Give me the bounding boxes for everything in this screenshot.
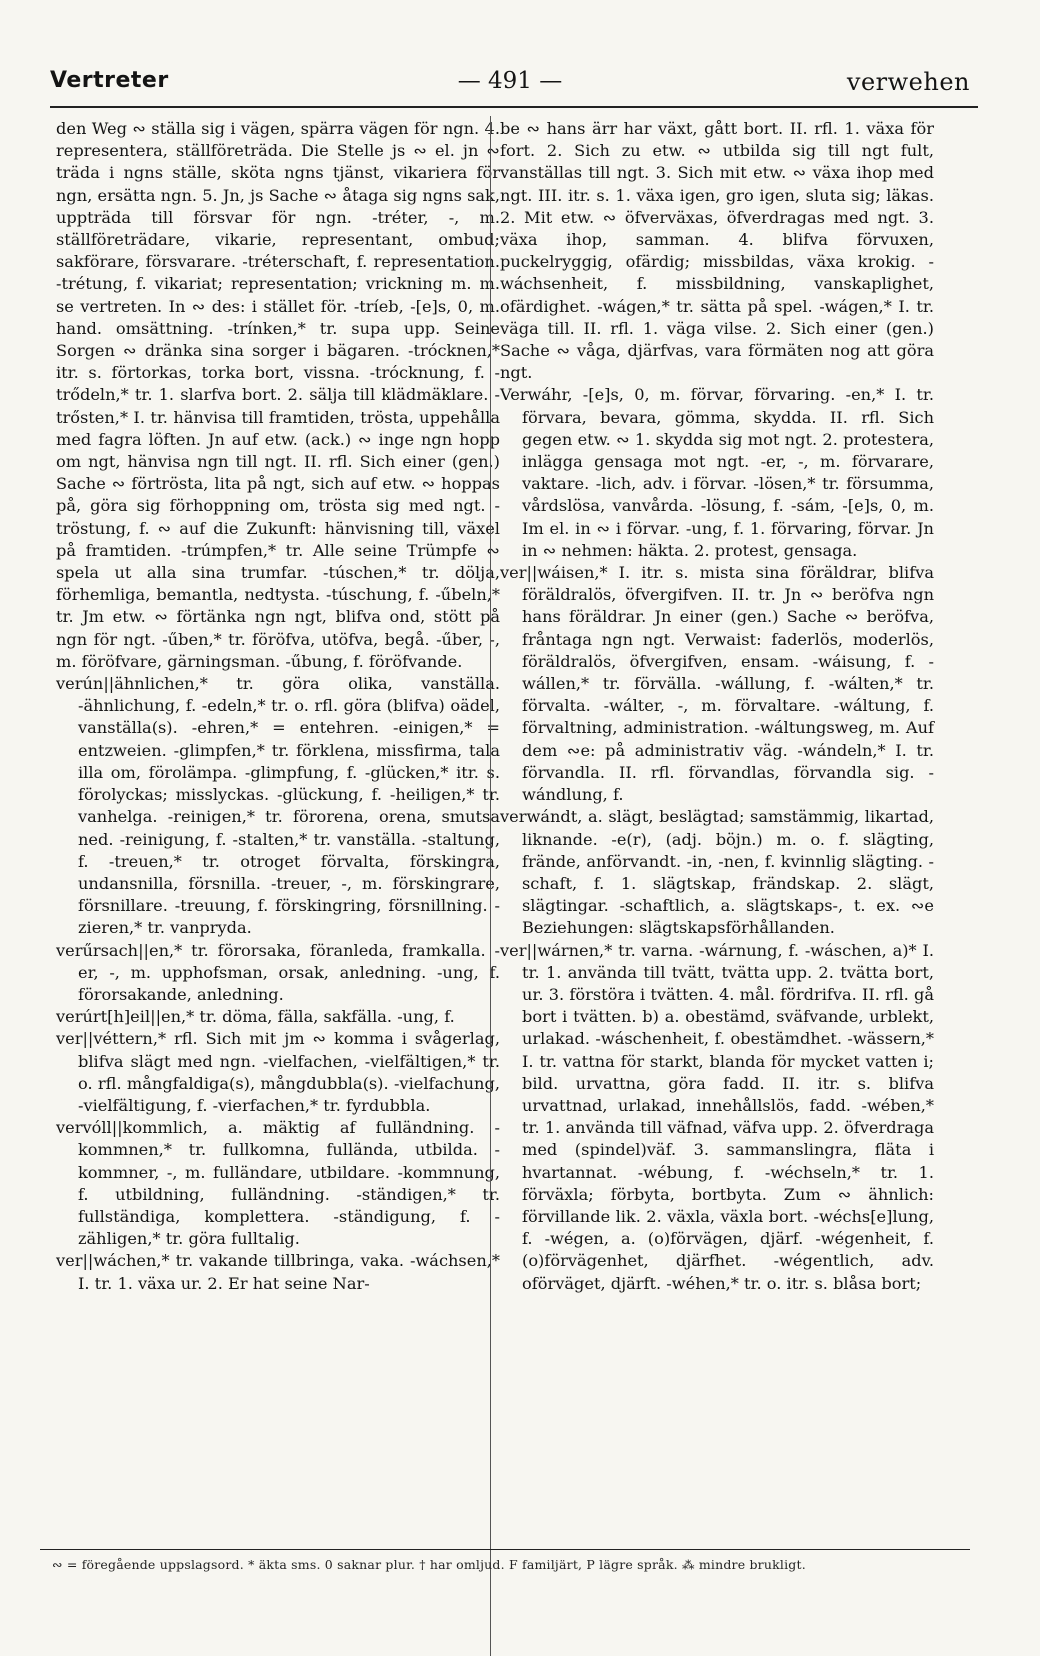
page-header xyxy=(50,68,970,108)
dictionary-entry: be ∾ hans ärr har växt, gått bort. II. rfl. 1. växa för fort. 2. Sich zu etw. ∾ utbilda sig till ngt fult, vanställas till ngt. 3. Sich mit etw. ∾ växa ihop med ngt. III. itr. s. 1. växa igen, gro igen, sluta sig; läkas. 2. Mit etw. ∾ öfverväxas, öfverdragas med ngt. 3. växa ihop, samman. 4. blifva förvuxen, puckelryggig, ofärdig; missbildas, växa krokig. -wáchsenheit, f. missbildning, vanskaplighet, ofärdighet. -wágen,* tr. sätta på spel. -wágen,* I. tr. väga till. II. rfl. 1. väga vilse. 2. Sich einer (gen.) Sache ∾ våga, djärfvas, vara förmäten nog att göra ngt. xyxy=(500,119,934,383)
dictionary-entry: verűrsach||en,* tr. förorsaka, föranleda, framkalla. -er, -, m. upphofsman, orsak, anledning. -ung, f. förorsakande, anledning. xyxy=(56,940,500,1004)
dictionary-entry: Verwáhr, -[e]s, 0, m. förvar, förvaring. -en,* I. tr. förvara, bevara, gömma, skydda. II. rfl. Sich gegen etw. ∾ 1. skydda sig mot ngt. 2. protestera, inlägga gensaga mot ngt. -er, -, m. förvarare, vaktare. -lich, adv. i förvar. -lösen,* tr. försumma, vårdslösa, vanvårda. -lösung, f. -sám, -[e]s, 0, m. Im el. in ∾ i förvar. -ung, f. 1. förvaring, förvar. Jn in ∾ nehmen: häkta. 2. protest, gensaga. xyxy=(500,385,934,560)
dictionary-entry: vervóll||kommlich, a. mäktig af fulländning. -kommnen,* tr. fullkomna, fullända, utbilda. -kommner, -, m. fulländare, utbildare. -kommnung, f. utbildning, fulländning. -ständigen,* tr. fullständiga, komplettera. -ständigung, f. -zähligen,* tr. göra fulltalig. xyxy=(56,1118,500,1249)
dictionary-entry: verún||ähnlichen,* tr. göra olika, vanställa. -ähnlichung, f. -edeln,* tr. o. rfl. göra (blifva) oädel, vanställa(s). -ehren,* = entehren. -einigen,* = entzweien. -glimpfen,* tr. förklena, missfirma, tala illa om, förolämpa. -glimpfung, f. -glücken,* itr. s. förolyckas; misslyckas. -glückung, f. -heiligen,* tr. vanhelga. -reinigen,* tr. förorena, orena, smutsa ned. -reinigung, f. -stalten,* tr. vanställa. -staltung, f. -treuen,* tr. otroget förvalta, förskingra, undansnilla, försnilla. -treuer, -, m. förskingrare, försnillare. -treuung, f. förskingring, försnillning. -zieren,* tr. vanpryda. xyxy=(56,674,500,938)
dictionary-entry: ver||wárnen,* tr. varna. -wárnung, f. -wáschen, a)* I. tr. 1. använda till tvätt, tvätta upp. 2. tvätta bort, ur. 3. förstöra i tvätten. 4. mål. fördrifva. II. rfl. gå bort i tvätten. b) a. obestämd, sväfvande, urblekt, urlakad. -wáschenheit, f. obestämdhet. -wässern,* I. tr. vattna för starkt, blanda för mycket vatten i; bild. urvattna, göra fadd. II. itr. s. blifva urvattnad, urlakad, innehållslös, fadd. -wében,* tr. 1. använda till väfnad, väfva upp. 2. öfverdraga med (spindel)väf. 3. sammanslingra, fläta i hvartannat. -wébung, f. -wéchseln,* tr. 1. förväxla; förbyta, bortbyta. Zum ∾ ähnlich: förvillande lik. 2. växla, växla bort. -wéchs[e]lung, f. -wégen, a. (o)förvägen, djärf. -wégenheit, f. (o)förvägenhet, djärfhet. -wégentlich, adv. oförväget, djärft. -wéhen,* tr. o. itr. s. blåsa bort; xyxy=(500,940,934,1293)
page-number: — 491 — xyxy=(457,68,563,94)
dictionary-entry: verwándt, a. slägt, beslägtad; samstämmig, likartad, liknande. -e(r), (adj. böjn.) m. o. f. slägting, frände, anförvandt. -in, -nen, f. kvinnlig slägting. -schaft, f. 1. slägtskap, frändskap. 2. slägt, slägtingar. -schaftlich, a. slägtskaps-, t. ex. ∾e Beziehungen: slägtskapsförhållanden. xyxy=(500,807,934,938)
abbreviation-legend: ∾ = föregående uppslagsord. * äkta sms. 0 saknar plur. † har omljud. F familjärt, P lägre språk. ⁂ mindre brukligt. xyxy=(52,1557,806,1572)
dictionary-entry: verúrt[h]eil||en,* tr. döma, fälla, sakfälla. -ung, f. xyxy=(56,1007,455,1027)
dictionary-entry: den Weg ∾ ställa sig i vägen, spärra vägen för ngn. 4. representera, ställföreträda. Die Stelle js ∾ el. jn ∾ träda i ngns ställe, sköta ngns tjänst, vikariera för ngn, ersätta ngn. 5. Jn, js Sache ∾ åtaga sig ngns sak, uppträda till försvar för ngn. -tréter, -, m. ställföreträdare, vikarie, representant, ombud; sakförare, försvarare. -tréterschaft, f. representation. -trétung, f. vikariat; representation; vrickning m. m. se vertreten. In ∾ des: i stället för. -tríeb, -[e]s, 0, m. hand. omsättning. -trínken,* tr. supa upp. Seine Sorgen ∾ dränka sina sorger i bägaren. -trócknen,* itr. s. förtorkas, torka bort, vissna. -trócknung, f. -trődeln,* tr. 1. slarfva bort. 2. sälja till klädmäklare. -trősten,* I. tr. hänvisa till framtiden, trösta, uppehålla med fagra löften. Jn auf etw. (ack.) ∾ inge ngn hopp om ngt, hänvisa ngn till ngt. II. rfl. Sich einer (gen.) Sache ∾ förtrösta, lita på ngt, sich auf etw. ∾ hoppas på, göra sig förhoppning om, trösta sig med ngt. -tröstung, f. ∾ auf die Zukunft: hänvisning till, växel på framtiden. -trúmpfen,* tr. Alle seine Trümpfe ∾ spela ut alla sina trumfar. -túschen,* tr. dölja, förhemliga, bemantla, nedtysta. -túschung, f. -űbeln,* tr. Jm etw. ∾ förtänka ngn ngt, blifva ond, stött på ngn för ngt. -űben,* tr. föröfva, utöfva, begå. -űber, -, m. föröfvare, gärningsman. -űbung, f. föröfvande. xyxy=(56,119,500,671)
footer-rule xyxy=(40,1549,970,1550)
header-guide-word-left: Vertreter xyxy=(50,68,169,93)
column-divider xyxy=(490,116,491,1656)
left-column xyxy=(56,118,500,1295)
dictionary-entry: ver||véttern,* rfl. Sich mit jm ∾ komma i svågerlag, blifva slägt med ngn. -vielfachen, -vielfältigen,* tr. o. rfl. mångfaldiga(s), mångdubbla(s). -vielfachung, -vielfältigung, f. -vierfachen,* tr. fyrdubbla. xyxy=(56,1029,500,1115)
dictionary-entry: ver||wáchen,* tr. vakande tillbringa, vaka. -wáchsen,* I. tr. 1. växa ur. 2. Er hat seine Nar- xyxy=(56,1251,500,1293)
dictionary-entry: ver||wáisen,* I. itr. s. mista sina föräldrar, blifva föräldralös, öfvergifven. II. tr. Jn ∾ beröfva ngn hans föräldrar. Jn einer (gen.) Sache ∾ beröfva, fråntaga ngn ngt. Verwaist: faderlös, moderlös, föräldralös, öfvergifven, ensam. -wáisung, f. -wállen,* tr. förvälla. -wállung, f. -wálten,* tr. förvalta. -wálter, -, m. förvaltare. -wáltung, f. förvaltning, administration. -wáltungsweg, m. Auf dem ∾e: på administrativ väg. -wándeln,* I. tr. förvandla. II. rfl. förvandlas, förvandla sig. -wándlung, f. xyxy=(500,563,934,805)
header-rule xyxy=(50,106,978,108)
right-column xyxy=(500,118,934,1295)
header-guide-word-right: verwehen xyxy=(846,68,970,96)
